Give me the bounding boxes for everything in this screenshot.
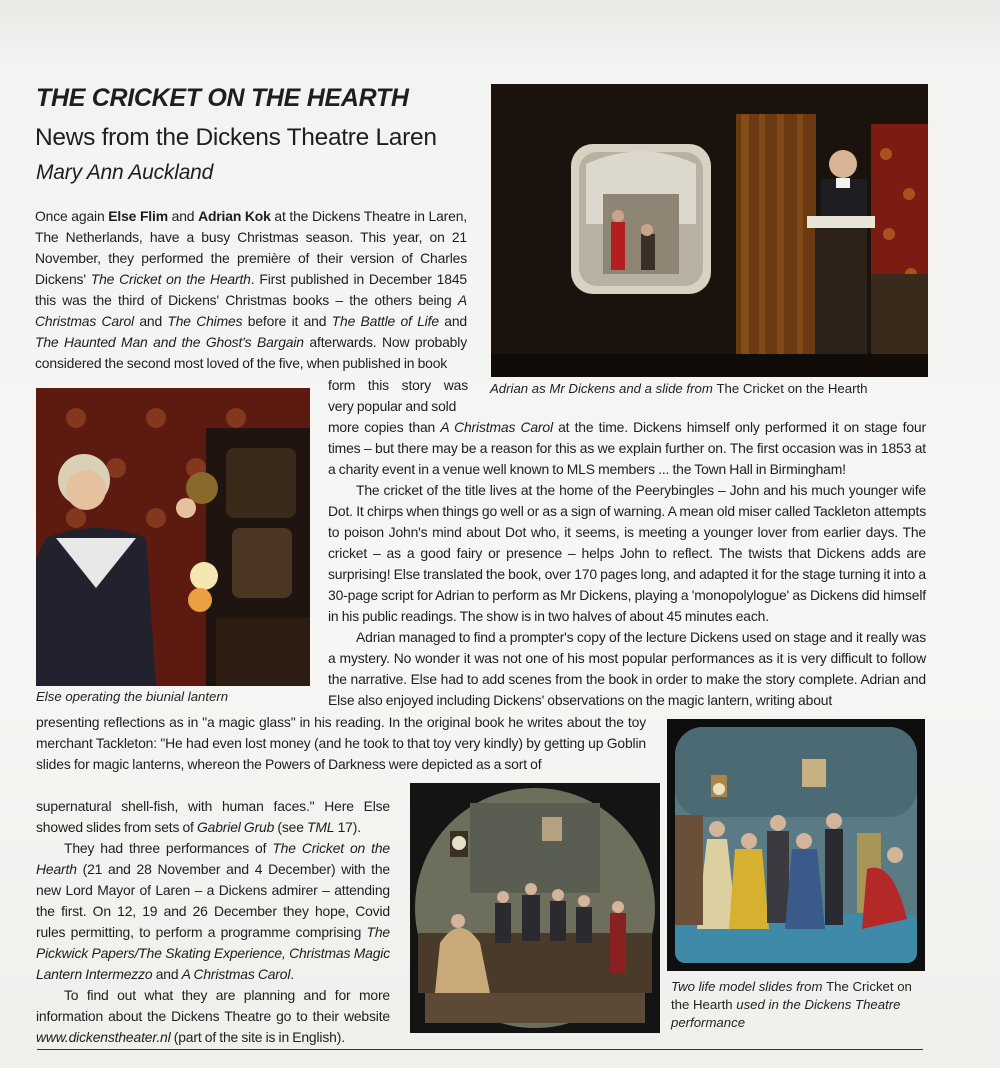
caption-else: Else operating the biunial lantern	[36, 689, 229, 704]
body-paragraph-1-cont: form this story was very popular and sold	[328, 377, 468, 414]
photo-slide-round	[410, 783, 660, 1033]
body-paragraph-1: Once again Else Flim and Adrian Kok at the Dickens Theatre in Laren, The Netherlands, have a busy Christmas season. This year, on 21 November, they performed the première of their version of Charles Dickens' The Cricket on the Hearth. First published in December 1845 this was the third of Dickens' Christmas books – the others being A Christmas Carol and The Chimes before it and The Battle of Life and The Haunted Man and the Ghost's Bargain afterwards. Now probably considered the second most loved of the five, when published in book	[35, 208, 468, 371]
body-paragraph-1-end: more copies than A Christmas Carol at the time. Dickens himself only performed it on stage four times – but there may be a reason for this as we explain further on. The first occasion was in 1853 at a charity event in a venue well known to MLS members ... the Town Hall in Birmingham!	[328, 419, 926, 477]
bottom-rule	[37, 1049, 923, 1050]
body-paragraph-5: To find out what they are planning and for more information about the Dickens Theatre go to their website www.dickenstheater.nl (part of the site is in English).	[36, 987, 390, 1045]
photo-slide-square	[667, 719, 925, 971]
body-paragraph-2: The cricket of the title lives at the home of the Peerybingles – John and his much younger wife Dot. It chirps when things go well or as a sign of warning. A mean old miser called Tackleton attempts to poison John's mind about Dot who, it seems, is meeting a younger lover from earlier days. The cricket – as a good fairy or presence – helps John to reflect. The twists that Dickens adds are surprising! Else translated the book, over 170 pages long, and adapted it for the stage turning it into a 30-page script for Adrian to perform as Mr Dickens, playing a 'monopolylogue' as Dickens did himself in his public readings. The show is in two halves of about 45 minutes each.	[328, 482, 926, 624]
body-column-right	[328, 417, 926, 711]
article-title: THE CRICKET ON THE HEARTH	[36, 84, 409, 112]
photo-else-lantern	[36, 388, 310, 686]
body-paragraph-3: Adrian managed to find a prompter's copy of the lecture Dickens used on stage and it really was a mystery. No wonder it was not one of his most popular performances as it is very difficult to follow the narrative. Else had to add scenes from the book in order to make the story complete. Adrian and Else also enjoyed including Dickens' observations on the magic lantern, writing about	[328, 629, 926, 708]
article-subtitle: News from the Dickens Theatre Laren	[35, 124, 437, 151]
photo-adrian-stage	[491, 84, 928, 377]
body-paragraph-3-end: supernatural shell-fish, with human faces." Here Else showed slides from sets of Gabriel Grub (see TML 17).	[36, 798, 390, 835]
article-author: Mary Ann Auckland	[36, 161, 214, 184]
body-paragraph-4: They had three performances of The Cricket on the Hearth (21 and 28 November and 4 December) with the new Lord Mayor of Laren – a Dickens admirer – attending the first. On 12, 19 and 26 December they hope, Covid rules permitting, to perform a programme comprising The Pickwick Papers/The Skating Experience, Christmas Magic Lantern Intermezzo and A Christmas Carol.	[36, 840, 390, 982]
caption-adrian: Adrian as Mr Dickens and a slide from The Cricket on the Hearth	[490, 381, 868, 396]
caption-slides: Two life model slides from The Cricket on the Hearth used in the Dickens Theatre performance	[671, 979, 912, 1030]
body-column-left	[36, 796, 390, 1048]
body-paragraph-3-cont: presenting reflections as in "a magic glass" in his reading. In the original book he writes about the toy merchant Tackleton: "He had even lost money (and he took to that toy very kindly) by getting up Goblin slides for magic lanterns, whereon the Powers of Darkness were depicted as a sort of	[36, 714, 646, 772]
